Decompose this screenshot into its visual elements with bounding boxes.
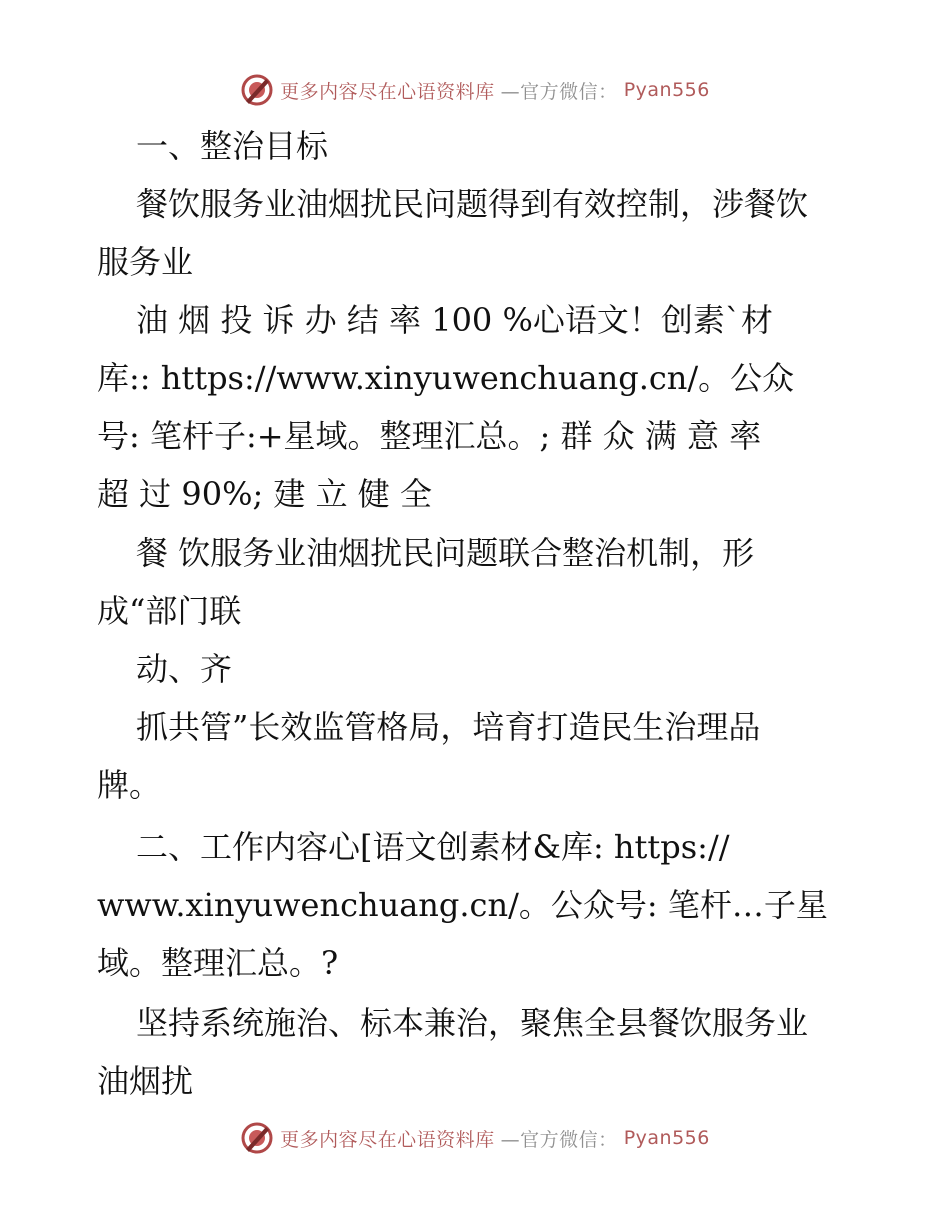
paragraph-line: 域。整理汇总。? xyxy=(97,944,339,982)
watermark-text: 更多内容尽在心语资料库 xyxy=(280,1128,495,1151)
paragraph-line: 油 烟 投 诉 办 结 率 100 %心语文！创素`材 xyxy=(136,301,773,339)
heading-section-2: 二、工作内容心[语文创素材&库: https:// xyxy=(136,828,730,866)
watermark-handle: Pyan556 xyxy=(623,79,710,101)
paragraph-line: 坚持系统施治、标本兼治，聚焦全县餐饮服务业 xyxy=(136,1004,809,1042)
watermark-text: 更多内容尽在心语资料库 xyxy=(280,80,495,103)
paragraph-line: 库:: https://www.xinyuwenchuang.cn/。公众 xyxy=(97,359,795,397)
paragraph-line: 餐 饮服务业油烟扰民问题联合整治机制，形 xyxy=(136,534,755,572)
pen-seal-icon xyxy=(240,1121,274,1155)
pen-seal-icon xyxy=(240,73,274,107)
watermark-banner-top xyxy=(0,70,950,110)
heading-section-1: 一、整治目标 xyxy=(136,127,329,165)
paragraph-line: 油烟扰 xyxy=(97,1062,194,1100)
watermark-separator: —官方微信： xyxy=(500,1128,618,1151)
paragraph-line: www.xinyuwenchuang.cn/。公众号: 笔杆…子星 xyxy=(97,886,828,924)
watermark-handle: Pyan556 xyxy=(623,1127,710,1149)
paragraph-line: 动、齐 xyxy=(136,650,233,688)
paragraph-line: 号: 笔杆子:+星域。整理汇总。; 群 众 满 意 率 xyxy=(97,417,762,455)
paragraph-line: 抓共管”长效监管格局，培育打造民生治理品 xyxy=(136,708,761,746)
paragraph-line: 牌。 xyxy=(97,766,162,804)
watermark-separator: —官方微信： xyxy=(500,80,618,103)
paragraph-line: 成“部门联 xyxy=(97,592,242,630)
paragraph-line: 餐饮服务业油烟扰民问题得到有效控制，涉餐饮 xyxy=(136,185,809,223)
paragraph-line: 超 过 90%; 建 立 健 全 xyxy=(97,475,432,513)
paragraph-line: 服务业 xyxy=(97,243,194,281)
watermark-banner-bottom xyxy=(0,1118,950,1158)
